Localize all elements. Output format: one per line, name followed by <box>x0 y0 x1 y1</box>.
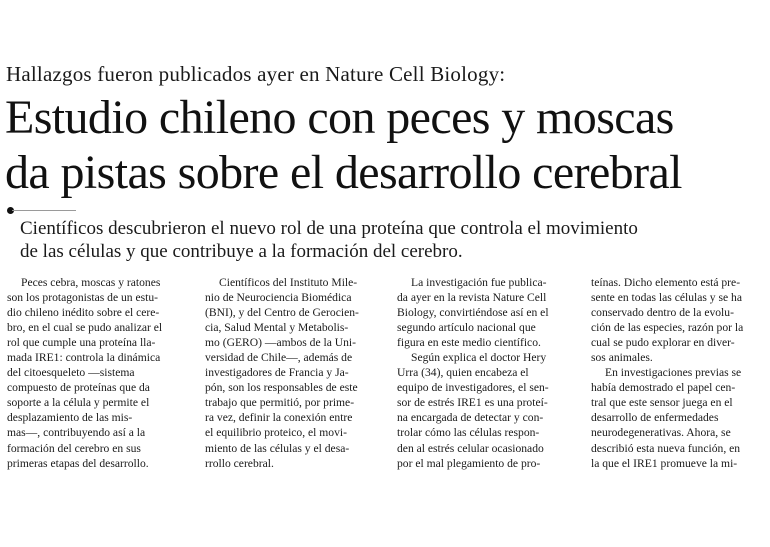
body-line: rrollo cerebral. <box>205 456 274 470</box>
body-line: ción de las especies, razón por la <box>591 321 744 335</box>
body-line: mo (GERO) —ambos de la Uni- <box>205 336 357 350</box>
body-line: ra vez, definir la conexión entre <box>205 411 353 425</box>
body-line: describió esta nueva función, en <box>591 441 741 455</box>
body-line: segundo artículo nacional que <box>397 321 536 335</box>
lead-paragraph <box>20 217 765 263</box>
body-line: na encargada de detectar y con- <box>397 411 544 425</box>
body-line: den al estrés celular ocasionado <box>397 441 544 455</box>
body-line: equipo de investigadores, el sen- <box>397 381 549 395</box>
headline <box>5 90 767 200</box>
body-line: dio chileno inédito sobre el cere- <box>7 306 160 320</box>
body-line: del citoesqueleto —sistema <box>7 366 135 380</box>
body-line: el equilibrio proteico, el movi- <box>205 426 347 440</box>
body-line: soporte a la célula y permite el <box>7 396 150 410</box>
body-line: nio de Neurociencia Biomédica <box>205 291 352 305</box>
body-line: mada IRE1: controla la dinámica <box>7 351 161 365</box>
body-line: teínas. Dicho elemento está pre- <box>591 276 741 289</box>
lead-line: de las células y que contribuye a la formación del cerebro. <box>20 241 463 262</box>
body-line: figura en este medio científico. <box>397 336 541 350</box>
body-line: primeras etapas del desarrollo. <box>7 456 149 470</box>
body-line: neurodegenerativas. Ahora, se <box>591 426 731 440</box>
body-column-4 <box>591 275 770 471</box>
body-line: pón, son los responsables de este <box>205 381 358 395</box>
body-line: sente en todas las células y se ha <box>591 291 742 305</box>
body-line: Urra (34), quien encabeza el <box>397 366 529 380</box>
body-line: conservado dentro de la evolu- <box>591 306 734 320</box>
body-line: da ayer en la revista Nature Cell <box>397 291 547 305</box>
body-line: La investigación fue publica- <box>411 276 547 289</box>
body-line: En investigaciones previas se <box>605 366 742 380</box>
body-column-2 <box>205 275 385 471</box>
body-line: por el mal plegamiento de pro- <box>397 456 541 470</box>
body-line: rol que cumple una proteína lla- <box>7 336 156 350</box>
body-line: cia, Salud Mental y Metabolis- <box>205 321 349 335</box>
lead-line: Científicos descubrieron el nuevo rol de una proteína que controla el movimiento <box>20 218 638 239</box>
body-line: formación del cerebro en sus <box>7 441 141 455</box>
body-line: son los protagonistas de un estu- <box>7 291 159 305</box>
body-line: trabajo que permitió, por prime- <box>205 396 355 410</box>
body-column-3 <box>397 275 577 471</box>
body-line: mas—, contribuyendo así a la <box>7 426 146 440</box>
body-line: investigadores de Francia y Ja- <box>205 366 349 380</box>
body-line: cual se pudo explorar en diver- <box>591 336 735 350</box>
body-line: la que el IRE1 promueve la mi- <box>591 456 738 470</box>
body-line: versidad de Chile—, además de <box>205 351 353 365</box>
body-line: Según explica el doctor Hery <box>411 351 547 365</box>
body-line: bro, en el cual se pudo analizar el <box>7 321 163 335</box>
body-line: Biology, convirtiéndose así en el <box>397 306 549 320</box>
body-line: sor de estrés IRE1 es una proteí- <box>397 396 548 410</box>
body-line: sos animales. <box>591 351 653 365</box>
body-line: compuesto de proteínas que da <box>7 381 150 395</box>
kicker: Hallazgos fueron publicados ayer en Nature Cell Biology: <box>6 62 506 86</box>
body-line: miento de las células y el desa- <box>205 441 350 455</box>
body-line: Científicos del Instituto Mile- <box>219 276 358 289</box>
body-line: tral que este sensor juega en el <box>591 396 733 410</box>
body-column-1 <box>7 275 187 471</box>
body-line: (BNI), y del Centro de Gerocien- <box>205 306 359 320</box>
headline-line: Estudio chileno con peces y moscas <box>5 91 674 144</box>
body-line: Peces cebra, moscas y ratones <box>21 276 161 289</box>
headline-line: da pistas sobre el desarrollo cerebral <box>5 146 682 199</box>
body-line: desplazamiento de las mis- <box>7 411 133 425</box>
body-line: desarrollo de enfermedades <box>591 411 719 425</box>
body-line: trolar cómo las células respon- <box>397 426 540 440</box>
separator-line <box>12 210 76 211</box>
body-line: había demostrado el papel cen- <box>591 381 736 395</box>
